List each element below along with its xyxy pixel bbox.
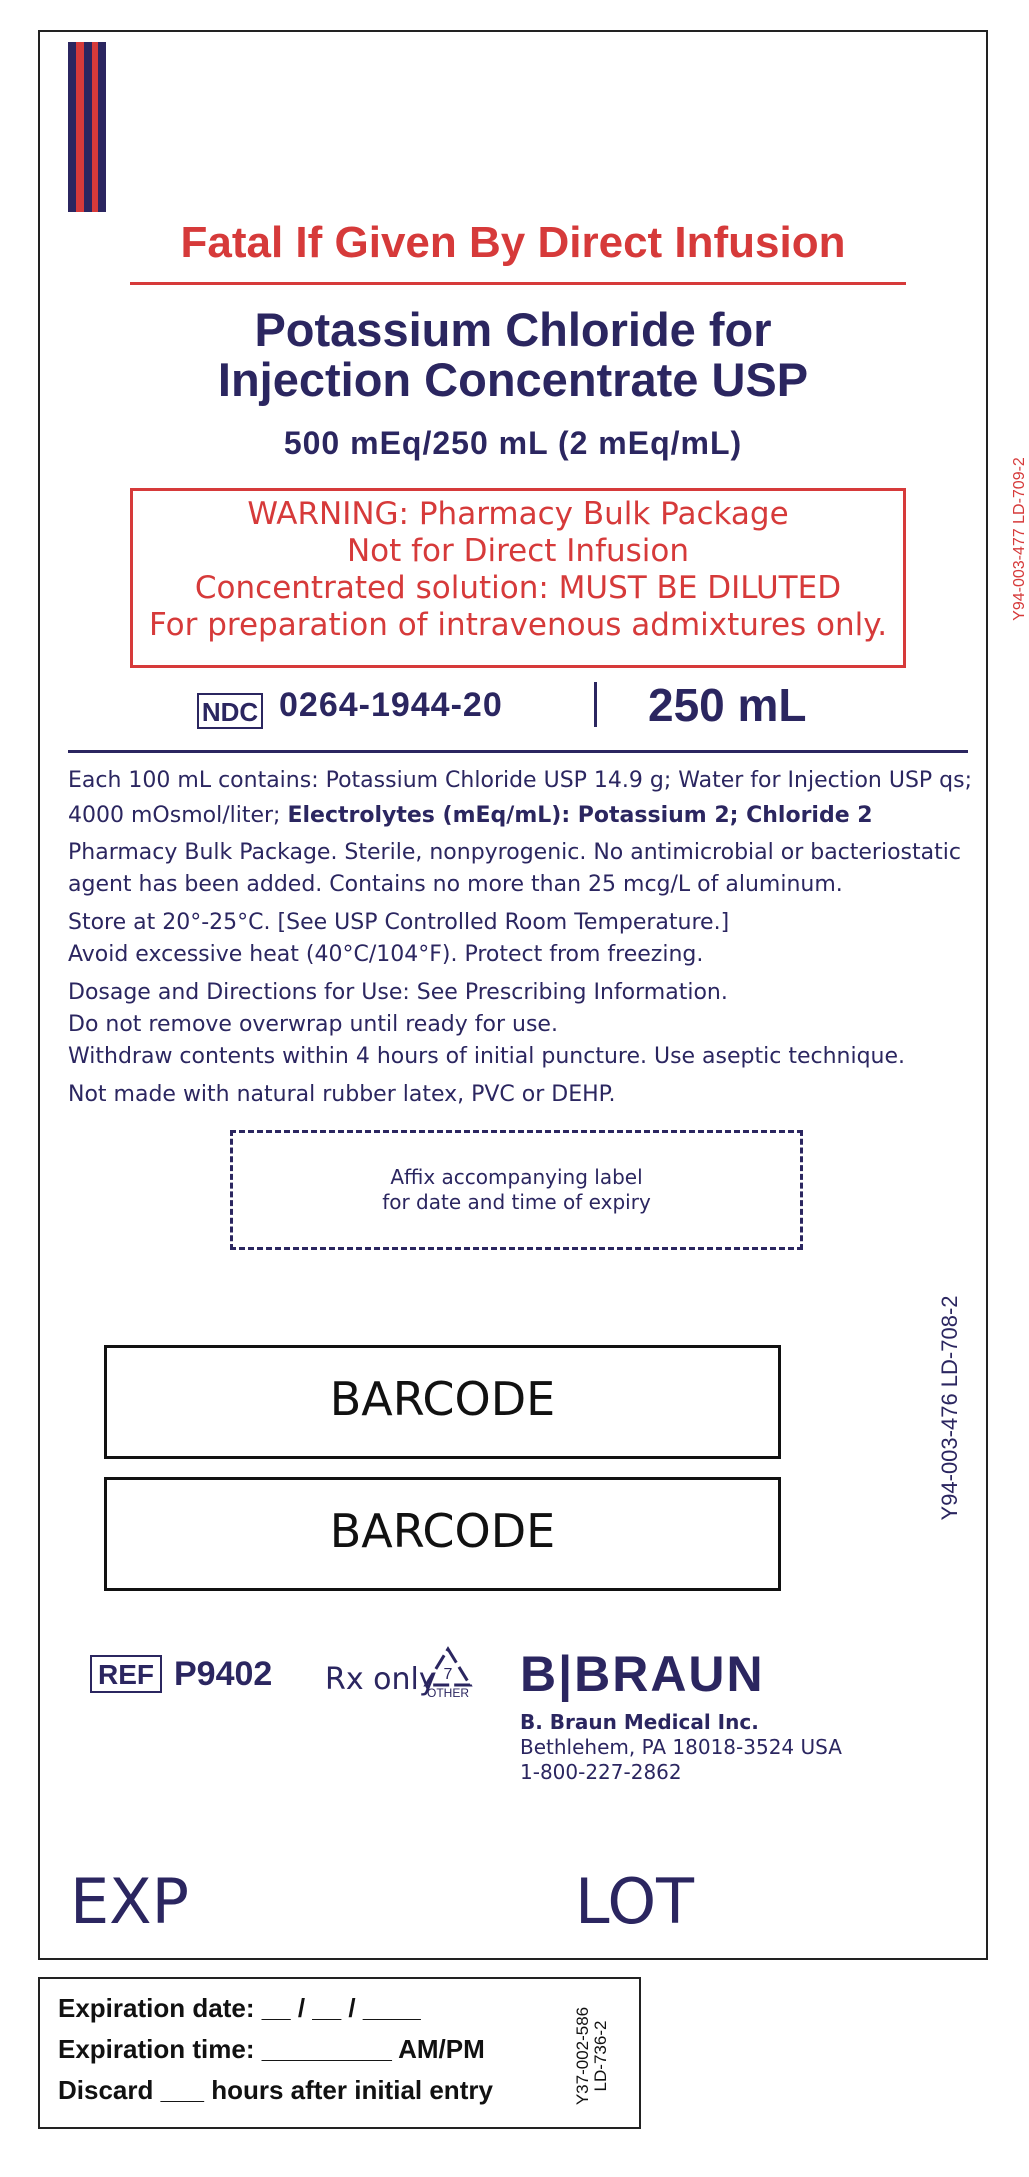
discard-line: Discard ___ hours after initial entry xyxy=(58,2075,493,2105)
color-stripe xyxy=(68,42,106,212)
aluminum-line: agent has been added. Contains no more than 25 mcg/L of aluminum. xyxy=(68,872,843,897)
fatal-warning-underline xyxy=(130,282,906,285)
ndc-separator xyxy=(594,682,597,727)
heat-line: Avoid excessive heat (40°C/104°F). Protect from freezing. xyxy=(68,942,704,967)
recycle-number: 7 xyxy=(443,1666,453,1683)
company-phone: 1-800-227-2862 xyxy=(520,1760,682,1784)
product-title-line1: Potassium Chloride for xyxy=(254,303,772,356)
section-divider xyxy=(68,750,968,753)
warning-line-1: WARNING: Pharmacy Bulk Package xyxy=(247,496,789,532)
expiry-code-line2: LD-736-2 xyxy=(591,2020,610,2092)
storage-line: Store at 20°-25°C. [See USP Controlled Room Temperature.] xyxy=(68,910,730,935)
overwrap-line: Do not remove overwrap until ready for use. xyxy=(68,1012,558,1037)
company-address: Bethlehem, PA 18018-3524 USA xyxy=(520,1735,842,1759)
electrolytes-text: Electrolytes (mEq/mL): Potassium 2; Chloride 2 xyxy=(287,803,873,828)
expiry-label-code xyxy=(574,1996,610,2116)
ndc-badge: NDC xyxy=(197,693,263,729)
dosage-line: Dosage and Directions for Use: See Prescribing Information. xyxy=(68,980,728,1005)
warning-line-4: For preparation of intravenous admixtures only. xyxy=(148,607,888,643)
label-code-middle: Y94-003-476 LD-708-2 xyxy=(937,1295,962,1521)
fatal-warning: Fatal If Given By Direct Infusion xyxy=(180,218,846,267)
bulk-package-line: Pharmacy Bulk Package. Sterile, nonpyrogenic. No antimicrobial or bacteriostatic xyxy=(68,840,961,865)
composition-line: Each 100 mL contains: Potassium Chloride USP 14.9 g; Water for Injection USP qs; xyxy=(68,768,973,793)
warning-line-3: Concentrated solution: MUST BE DILUTED xyxy=(194,570,842,606)
braun-logo: B|BRAUN xyxy=(520,1646,765,1702)
ndc-number: 0264-1944-20 xyxy=(279,686,503,724)
label-code-top: Y94-003-477 LD-709-2 xyxy=(1011,457,1028,621)
recycle-icon xyxy=(422,1645,474,1699)
rx-only: Rx only xyxy=(325,1662,437,1697)
ref-number: P9402 xyxy=(174,1655,273,1693)
exp-label: EXP xyxy=(70,1865,190,1938)
latex-line: Not made with natural rubber latex, PVC or DEHP. xyxy=(68,1082,616,1107)
electrolytes-line xyxy=(68,803,978,828)
lot-label: LOT xyxy=(575,1865,695,1938)
warning-line-2: Not for Direct Infusion xyxy=(346,533,690,569)
product-title xyxy=(38,305,988,405)
recycle-label: OTHER xyxy=(427,1686,469,1700)
barcode-1: BARCODE xyxy=(329,1372,556,1426)
affix-line-1: Affix accompanying label xyxy=(390,1165,643,1189)
volume: 250 mL xyxy=(648,679,807,731)
expiry-code-line1: Y37-002-586 xyxy=(573,2006,592,2106)
recycle-triangle-icon xyxy=(422,1645,474,1699)
barcode-2: BARCODE xyxy=(329,1504,556,1558)
expiration-date-line: Expiration date: __ / __ / ____ xyxy=(58,1993,421,2023)
ref-badge: REF xyxy=(90,1655,162,1693)
osmolarity-text: 4000 mOsmol/liter; xyxy=(68,803,288,828)
product-title-line2: Injection Concentrate USP xyxy=(217,353,809,406)
expiration-time-line: Expiration time: _________ AM/PM xyxy=(58,2034,485,2064)
product-strength: 500 mEq/250 mL (2 mEq/mL) xyxy=(283,425,743,461)
withdraw-line: Withdraw contents within 4 hours of initial puncture. Use aseptic technique. xyxy=(68,1044,906,1069)
affix-line-2: for date and time of expiry xyxy=(382,1190,651,1214)
company-name: B. Braun Medical Inc. xyxy=(520,1710,759,1734)
